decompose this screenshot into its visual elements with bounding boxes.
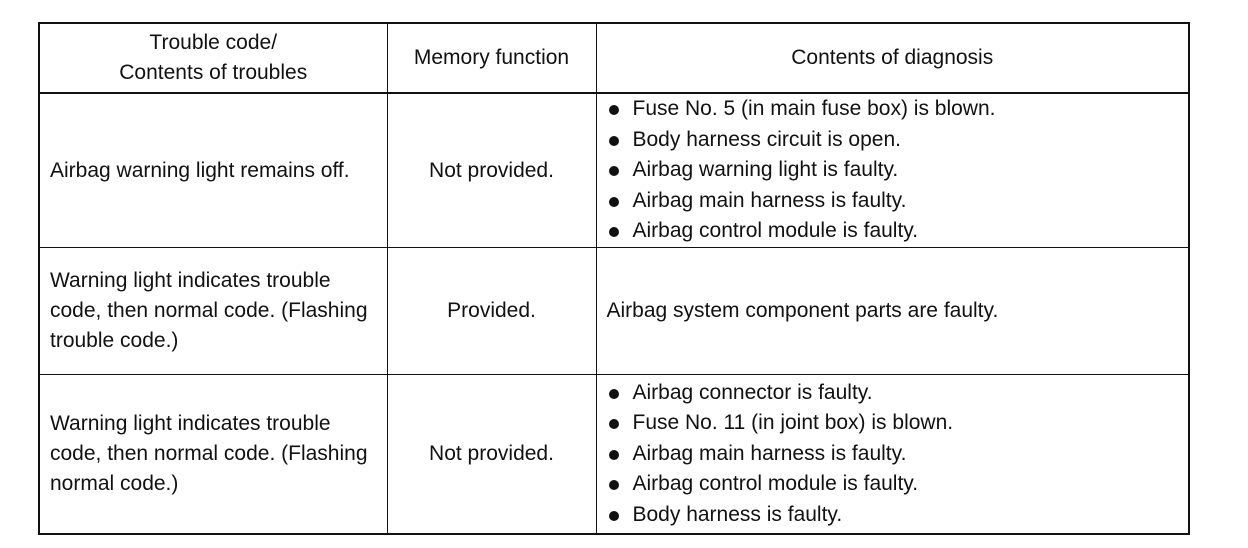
header-memory-function: Memory function: [387, 23, 596, 93]
diagnosis-item-text: Fuse No. 11 (in joint box) is blown.: [632, 411, 954, 435]
diagnosis-cell: Airbag system component parts are faulty.: [596, 248, 1189, 375]
header-trouble-code: [39, 23, 387, 93]
table-header-row: [39, 23, 1189, 93]
memory-cell: Provided.: [387, 248, 596, 375]
diagnosis-item-text: Airbag connector is faulty.: [632, 380, 873, 404]
diagnosis-item-text: Airbag main harness is faulty.: [632, 188, 907, 212]
bullet-icon: [609, 197, 619, 207]
bullet-icon: [609, 480, 619, 490]
diagnosis-item: [607, 500, 1179, 531]
diagnosis-item: [607, 439, 1179, 470]
diagnosis-cell: [596, 375, 1189, 535]
header-contents-of-diagnosis: Contents of diagnosis: [596, 23, 1189, 93]
header-trouble-code-line1: Trouble code/: [149, 31, 278, 54]
diagnosis-item-text: Airbag control module is faulty.: [632, 219, 919, 243]
diagnosis-table: [38, 22, 1190, 535]
trouble-cell: Airbag warning light remains off.: [39, 93, 387, 248]
diagnosis-item: [607, 125, 1179, 156]
diagnosis-item: [607, 155, 1179, 186]
table-row: [39, 375, 1189, 535]
header-trouble-code-line2: Contents of troubles: [119, 61, 308, 84]
trouble-cell: Warning light indicates trouble code, then normal code. (Flashing trouble code.): [39, 248, 387, 375]
diagnosis-item-text: Fuse No. 5 (in main fuse box) is blown.: [632, 97, 996, 121]
memory-cell: Not provided.: [387, 375, 596, 535]
diagnosis-item-text: Airbag main harness is faulty.: [632, 441, 907, 465]
memory-cell: Not provided.: [387, 93, 596, 248]
diagnosis-item-text: Body harness is faulty.: [632, 502, 843, 526]
table-row: [39, 93, 1189, 248]
diagnosis-item: [607, 469, 1179, 500]
diagnosis-item: [607, 378, 1179, 409]
bullet-icon: [609, 511, 619, 521]
diagnosis-item: [607, 94, 1179, 125]
diagnosis-item-text: Body harness circuit is open.: [632, 127, 901, 151]
diagnosis-item: [607, 216, 1179, 247]
bullet-icon: [609, 166, 619, 176]
bullet-icon: [609, 227, 619, 237]
diagnosis-item-text: Airbag warning light is faulty.: [632, 158, 899, 182]
diagnosis-item: [607, 186, 1179, 217]
diagnosis-list: [607, 94, 1179, 247]
bullet-icon: [609, 389, 619, 399]
diagnosis-item-text: Airbag control module is faulty.: [632, 472, 919, 496]
diagnosis-list: [607, 378, 1179, 531]
diagnosis-cell: [596, 93, 1189, 248]
trouble-cell: Warning light indicates trouble code, then normal code. (Flashing normal code.): [39, 375, 387, 535]
bullet-icon: [609, 450, 619, 460]
bullet-icon: [609, 136, 619, 146]
diagnosis-item: [607, 408, 1179, 439]
table-row: [39, 248, 1189, 375]
bullet-icon: [609, 105, 619, 115]
bullet-icon: [609, 419, 619, 429]
